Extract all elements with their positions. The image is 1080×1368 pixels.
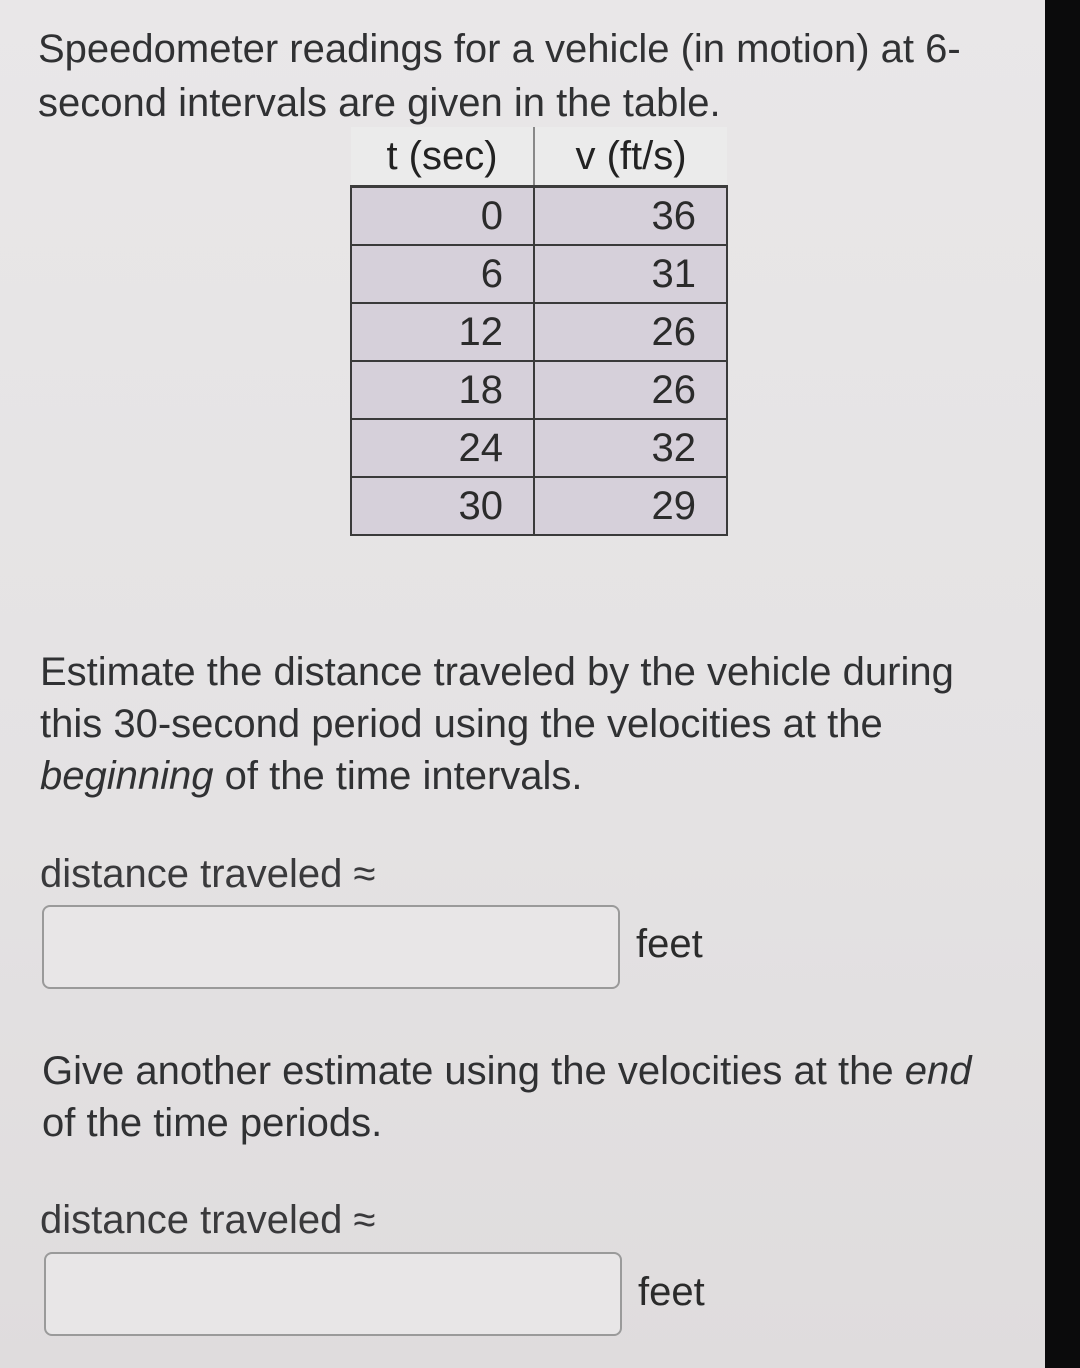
table-row xyxy=(351,361,727,419)
velocity-cell: 36 xyxy=(534,187,727,246)
header-time: t (sec) xyxy=(351,127,534,187)
time-cell: 18 xyxy=(351,361,534,419)
distance-label: distance traveled ≈ xyxy=(40,852,376,896)
question-beginning xyxy=(40,646,980,802)
time-cell: 0 xyxy=(351,187,534,246)
distance-label: distance traveled ≈ xyxy=(40,1198,376,1242)
distance-input-end[interactable] xyxy=(44,1252,622,1336)
table-row xyxy=(351,303,727,361)
table-header-row xyxy=(351,127,727,187)
velocity-cell: 32 xyxy=(534,419,727,477)
time-cell: 30 xyxy=(351,477,534,535)
question-end xyxy=(42,1045,982,1149)
time-cell: 6 xyxy=(351,245,534,303)
question-emphasis: end xyxy=(904,1049,972,1093)
table-row xyxy=(351,245,727,303)
time-cell: 12 xyxy=(351,303,534,361)
distance-input-beginning[interactable] xyxy=(42,905,620,989)
question-text: Give another estimate using the velocities at the xyxy=(42,1049,905,1093)
table-row xyxy=(351,419,727,477)
velocity-cell: 29 xyxy=(534,477,727,535)
units-label: feet xyxy=(638,1270,705,1314)
screen-bezel xyxy=(1045,0,1080,1368)
time-cell: 24 xyxy=(351,419,534,477)
table-row xyxy=(351,187,727,246)
speedometer-table xyxy=(350,127,728,536)
question-text: of the time periods. xyxy=(42,1101,383,1145)
velocity-cell: 26 xyxy=(534,303,727,361)
units-label: feet xyxy=(636,922,703,966)
header-velocity: v (ft/s) xyxy=(534,127,727,187)
problem-intro: Speedometer readings for a vehicle (in motion) at 6-second intervals are given in the table. xyxy=(38,27,961,125)
velocity-cell: 26 xyxy=(534,361,727,419)
question-text: of the time intervals. xyxy=(213,754,583,798)
question-text: Estimate the distance traveled by the vehicle during this 30-second period using the velocities at the xyxy=(40,650,954,746)
velocity-cell: 31 xyxy=(534,245,727,303)
question-emphasis: beginning xyxy=(40,754,214,798)
table-row xyxy=(351,477,727,535)
